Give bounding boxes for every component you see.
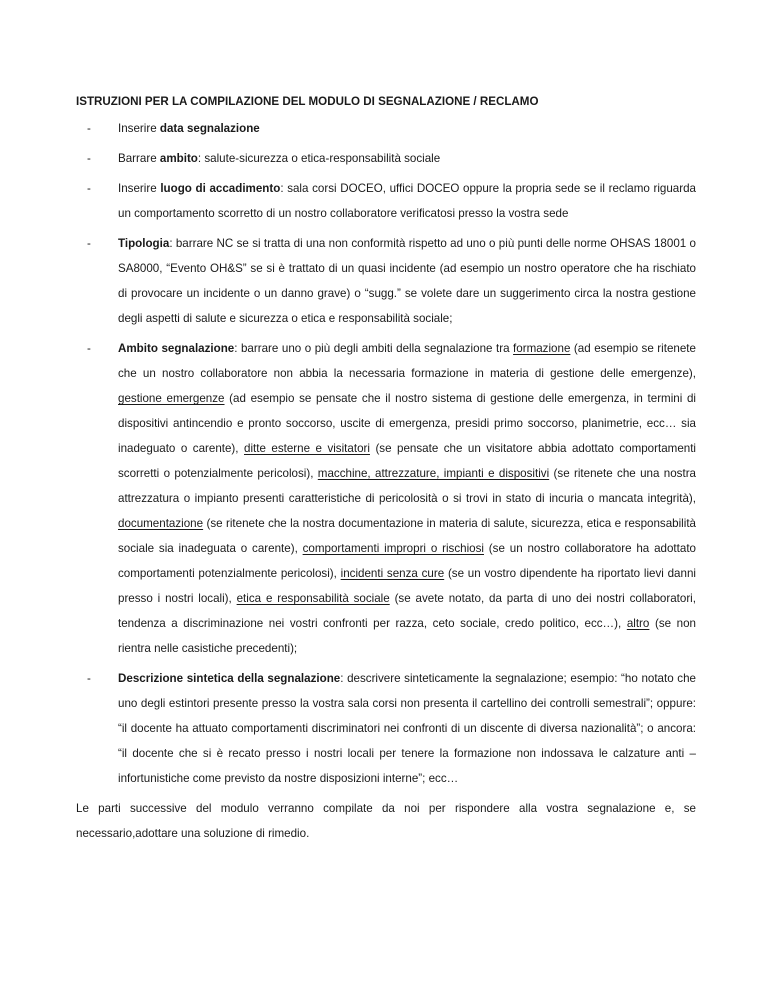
item-bold: Tipologia [118, 237, 170, 250]
category-incidenti: incidenti senza cure [340, 567, 445, 580]
item-lead: Inserire [118, 122, 160, 135]
item-lead: Inserire [118, 182, 161, 195]
bullet-dash: - [87, 342, 91, 355]
item-bold: ambito [159, 152, 198, 165]
category-gestione-emergenze: gestione emergenze [118, 392, 225, 405]
category-formazione: formazione [513, 342, 571, 355]
item-text: (se avete notato, da parta di uno dei nostri collaboratori, tendenza a discriminazione nei vostri confronti per razza, ceto sociale, credo politico, ecc…), [118, 592, 696, 630]
item-text: (se pensate che un visitatore abbia adottato comportamenti scorretti o potenzialmente pericolosi), [118, 442, 697, 480]
item-text: (ad esempio se pensate che il nostro sistema di gestione delle emergenza, in termini di dispositivi antincendio e pronto soccorso, uscite di emergenza, presidi primo soccorso, planimetrie, ecc… sia inadeguato o carente), [118, 392, 696, 455]
item-bold: luogo di accadimento [160, 182, 281, 195]
item-bold: Descrizione sintetica della segnalazione [118, 672, 341, 685]
item-rest: : salute-sicurezza o etica-responsabilità sociale [197, 152, 441, 165]
list-item-tipologia [76, 231, 696, 331]
item-text: : barrare uno o più degli ambiti della segnalazione tra [234, 342, 514, 355]
list-item-luogo [76, 176, 696, 226]
list-item-descrizione [76, 666, 696, 791]
bullet-dash: - [87, 672, 91, 685]
bullet-dash: - [87, 237, 91, 250]
item-rest: : sala corsi DOCEO, uffici DOCEO oppure la propria sede se il reclamo riguarda un comportamento scorretto di un nostro collaboratore verificatosi presso la vostra sede [118, 182, 697, 220]
item-bold: Ambito segnalazione [118, 342, 235, 355]
document-title: ISTRUZIONI PER LA COMPILAZIONE DEL MODULO DI SEGNALAZIONE / RECLAMO [76, 95, 539, 108]
item-text: (se non rientra nelle casistiche precedenti); [118, 617, 696, 655]
item-text: (se un nostro collaboratore ha adottato comportamenti potenzialmente pericolosi), [118, 542, 696, 580]
item-text: (se un vostro dipendente ha riportato lievi danni presso i nostri locali), [118, 567, 696, 605]
category-ditte-esterne: ditte esterne e visitatori [244, 442, 370, 455]
category-etica: etica e responsabilità sociale [236, 592, 390, 605]
item-rest: : descrivere sinteticamente la segnalazione; esempio: “ho notato che uno degli estintori presente presso la vostra sala corsi non presenta il cartellino dei controlli semestrali”; oppure: “il docente ha attuato comportamenti discriminatori nei confronti di un discente di diversa nazionalità”; o ancora: “il docente che si è recato presso i nostri locali per tenere la formazione non indossava le calzature anti – infortunistiche come previsto da nostre disposizioni interne”; ecc… [118, 672, 696, 785]
bullet-dash: - [87, 182, 91, 195]
category-macchine: macchine, attrezzature, impianti e dispositivi [317, 467, 550, 480]
item-bold: data segnalazione [159, 122, 260, 135]
category-documentazione: documentazione [118, 517, 204, 530]
category-comportamenti: comportamenti impropri o rischiosi [302, 542, 484, 555]
closing-paragraph: Le parti successive del modulo verranno compilate da noi per rispondere alla vostra segnalazione e, se necessario,adottare una soluzione di rimedio. [76, 802, 696, 840]
item-text: (se ritenete che la nostra documentazione in materia di salute, sicurezza, etica e responsabilità sociale sia inadeguata o carente), [118, 517, 696, 555]
list-item-data-segnalazione [76, 116, 696, 141]
document-page [76, 92, 696, 846]
bullet-dash: - [87, 122, 91, 135]
list-item-ambito [76, 146, 696, 171]
item-rest: : barrare NC se si tratta di una non conformità rispetto ad uno o più punti delle norme OHSAS 18001 o SA8000, “Evento OH&S” se si è trattato di un quasi incidente (ad esempio un nostro operatore che ha rischiato di provocare un incidente o un danno grave) o “sugg.” se volete dare un suggerimento circa la nostra gestione degli aspetti di salute e sicurezza o etica e responsabilità sociale; [118, 237, 696, 325]
item-text: (ad esempio se ritenete che un nostro collaboratore non abbia la necessaria formazione in materia di gestione delle emergenze), [118, 342, 696, 380]
item-lead: Barrare [118, 152, 160, 165]
list-item-ambito-segnalazione [76, 336, 696, 661]
item-text: (se ritenete che una nostra attrezzatura o impianto presenti caratteristiche di pericolosità o si trovi in stato di incuria o mancata integrità), [118, 467, 696, 505]
bullet-dash: - [87, 152, 91, 165]
category-altro: altro [626, 617, 650, 630]
instructions-list [76, 116, 696, 791]
